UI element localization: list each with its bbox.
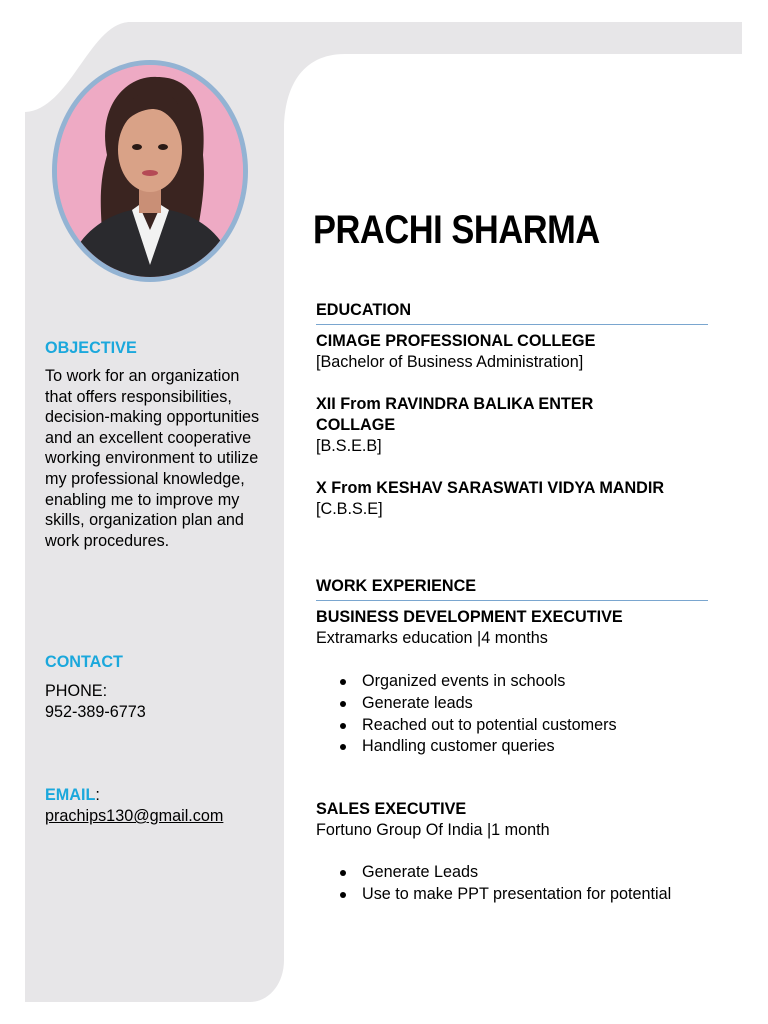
job-duties-list — [316, 671, 716, 758]
list-item: Handling customer queries — [316, 736, 716, 758]
contact-heading: CONTACT — [45, 653, 123, 671]
email-link[interactable]: prachips130@gmail.com — [45, 807, 224, 825]
objective-text: To work for an organization that offers responsibilities, decision-making opportunities and an excellent cooperative working environment to utilize my professional knowledge, enabling me to improve my skills, organization plan and work procedures. — [45, 367, 260, 550]
profile-photo — [52, 60, 248, 282]
job-duties-list — [316, 862, 716, 906]
candidate-name: PRACHI SHARMA — [313, 208, 600, 252]
work-experience-heading: WORK EXPERIENCE — [316, 577, 708, 601]
education-heading: EDUCATION — [316, 301, 708, 325]
avatar-portrait-icon — [57, 65, 243, 277]
job-company: Extramarks education |4 months — [316, 629, 548, 647]
list-item: Generate Leads — [316, 862, 716, 884]
list-item: Reached out to potential customers — [316, 715, 716, 737]
list-item: Generate leads — [316, 693, 716, 715]
education-item-detail: [B.S.E.B] — [316, 437, 382, 455]
list-item: Use to make PPT presentation for potential — [316, 884, 716, 906]
job-title: SALES EXECUTIVE — [316, 800, 467, 818]
education-item-title: XII From RAVINDRA BALIKA ENTER — [316, 395, 594, 413]
objective-heading: OBJECTIVE — [45, 339, 137, 357]
education-item-title: CIMAGE PROFESSIONAL COLLEGE — [316, 332, 596, 350]
education-item-detail: [C.B.S.E] — [316, 500, 383, 518]
education-item-detail: [Bachelor of Business Administration] — [316, 353, 584, 371]
phone-value: 952-389-6773 — [45, 703, 146, 721]
education-item-title: X From KESHAV SARASWATI VIDYA MANDIR — [316, 479, 665, 497]
job-title: BUSINESS DEVELOPMENT EXECUTIVE — [316, 608, 623, 626]
job-company: Fortuno Group Of India |1 month — [316, 821, 550, 839]
email-label-line — [45, 785, 270, 806]
phone-label: PHONE: — [45, 682, 108, 700]
email-colon: : — [95, 786, 100, 804]
education-item-title-cont: COLLAGE — [316, 416, 396, 434]
list-item: Organized events in schools — [316, 671, 716, 693]
email-heading: EMAIL — [45, 786, 96, 804]
